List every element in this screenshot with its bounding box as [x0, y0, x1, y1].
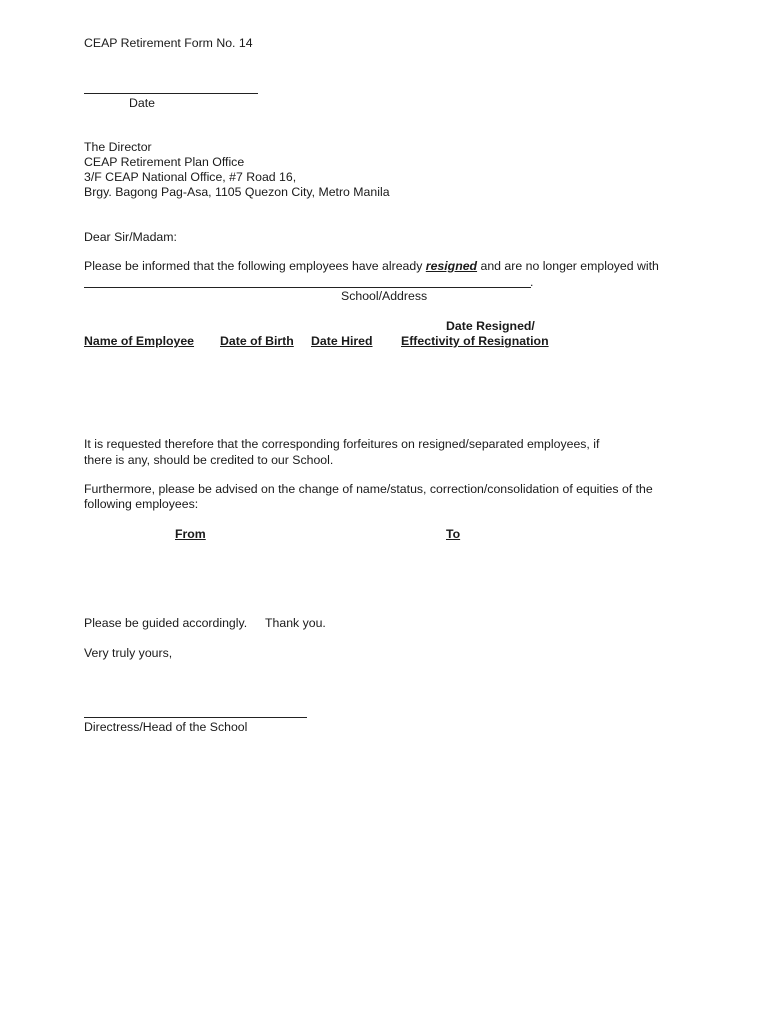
school-line-period: . [530, 275, 534, 289]
salutation: Dear Sir/Madam: [84, 230, 177, 244]
request-line-1: It is requested therefore that the corresponding forfeitures on resigned/separated employees, if [84, 437, 600, 451]
addressee-line-2: CEAP Retirement Plan Office [84, 155, 245, 169]
furthermore-line-2: following employees: [84, 497, 199, 511]
closing-guided: Please be guided accordingly. [84, 616, 248, 630]
table1-col-hired: Date Hired [311, 334, 373, 348]
school-line [84, 287, 531, 288]
table2-col-to: To [446, 527, 461, 541]
intro-after: and are no longer employed with [477, 259, 659, 273]
intro-emphasis: resigned [425, 259, 478, 273]
closing-thanks: Thank you. [265, 616, 326, 630]
school-label: School/Address [341, 289, 428, 303]
table1-header-top: Date Resigned/ [446, 319, 535, 333]
furthermore-line-1: Furthermore, please be advised on the change of name/status, correction/consolidation of equities of the [84, 482, 653, 496]
table1-col-name: Name of Employee [84, 334, 195, 348]
date-label: Date [129, 96, 155, 110]
closing-yours: Very truly yours, [84, 646, 173, 660]
signature-label: Directress/Head of the School [84, 720, 248, 734]
table2-col-from: From [175, 527, 206, 541]
addressee-line-4: Brgy. Bagong Pag-Asa, 1105 Quezon City, Metro Manila [84, 185, 390, 199]
addressee-line-1: The Director [84, 140, 152, 154]
signature-line [84, 717, 307, 718]
intro-before: Please be informed that the following employees have already [84, 259, 426, 273]
form-title: CEAP Retirement Form No. 14 [84, 36, 253, 50]
addressee-line-3: 3/F CEAP National Office, #7 Road 16, [84, 170, 297, 184]
request-line-2: there is any, should be credited to our School. [84, 453, 334, 467]
table1-col-resignation: Effectivity of Resignation [401, 334, 549, 348]
intro-paragraph [84, 259, 659, 274]
date-line [84, 93, 258, 94]
table1-col-dob: Date of Birth [220, 334, 294, 348]
